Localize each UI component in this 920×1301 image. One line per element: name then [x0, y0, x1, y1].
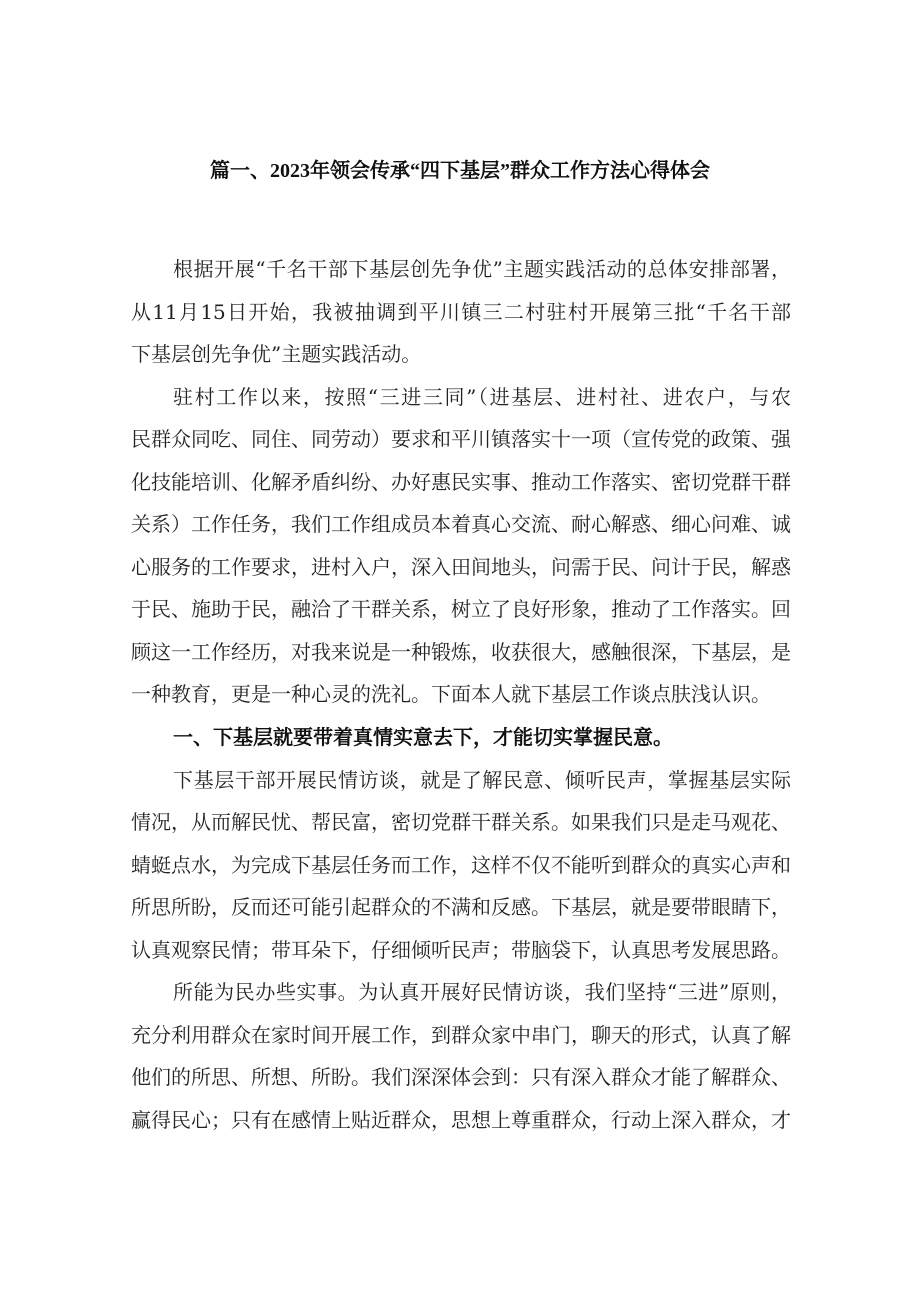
paragraph-line: 驻村工作以来，按照“三进三同”（进基层、进村社、进农户，与农: [173, 385, 791, 409]
paragraph-line: 于民、施助于民，融洽了干群关系，树立了良好形象，推动了工作落实。回: [131, 597, 791, 621]
paragraph-line: 情况，从而解民忧、帮民富，密切党群干群关系。如果我们只是走马观花、: [131, 810, 791, 834]
paragraph-line: 心服务的工作要求，进村入户，深入田间地头，问需于民、问计于民，解惑: [131, 555, 791, 579]
paragraph-line: 所能为民办些实事。为认真开展好民情访谈，我们坚持“三进”原则，: [173, 980, 791, 1004]
document-title: 篇一、2023年领会传承“四下基层”群众工作方法心得体会: [210, 160, 710, 182]
paragraph-line: 化技能培训、化解矛盾纠纷、办好惠民实事、推动工作落实、密切党群干群: [131, 470, 791, 494]
paragraph-line: 蜻蜓点水，为完成下基层任务而工作，这样不仅不能听到群众的真实心声和: [131, 853, 791, 877]
section-heading: 一、下基层就要带着真情实意去下，才能切实掌握民意。: [173, 725, 673, 749]
paragraph-line: 充分利用群众在家时间开展工作，到群众家中串门，聊天的形式，认真了解: [131, 1023, 791, 1047]
paragraph-line: 顾这一工作经历，对我来说是一种锻炼，收获很大，感触很深，下基层，是: [131, 640, 791, 664]
paragraph-line: 所思所盼，反而还可能引起群众的不满和反感。下基层，就是要带眼睛下，: [131, 895, 791, 919]
paragraph-line: 认真观察民情；带耳朵下，仔细倾听民声；带脑袋下，认真思考发展思路。: [131, 938, 791, 962]
paragraph-line: 下基层干部开展民情访谈，就是了解民意、倾听民声，掌握基层实际: [173, 768, 791, 792]
paragraph-line: 民群众同吃、同住、同劳动）要求和平川镇落实十一项（宣传党的政策、强: [131, 427, 791, 451]
paragraph-line: 根据开展“千名干部下基层创先争优”主题实践活动的总体安排部署，: [173, 257, 791, 281]
paragraph-line: 关系）工作任务，我们工作组成员本着真心交流、耐心解惑、细心问难、诚: [131, 512, 791, 536]
paragraph-line: 从11月15日开始，我被抽调到平川镇三二村驻村开展第三批“千名干部: [131, 300, 791, 324]
paragraph-line: 他们的所思、所想、所盼。我们深深体会到：只有深入群众才能了解群众、: [131, 1065, 791, 1089]
paragraph-line: 一种教育，更是一种心灵的洗礼。下面本人就下基层工作谈点肤浅认识。: [131, 682, 771, 706]
paragraph-line: 赢得民心；只有在感情上贴近群众，思想上尊重群众，行动上深入群众，才: [131, 1108, 791, 1132]
paragraph-line: 下基层创先争优”主题实践活动。: [131, 342, 422, 366]
